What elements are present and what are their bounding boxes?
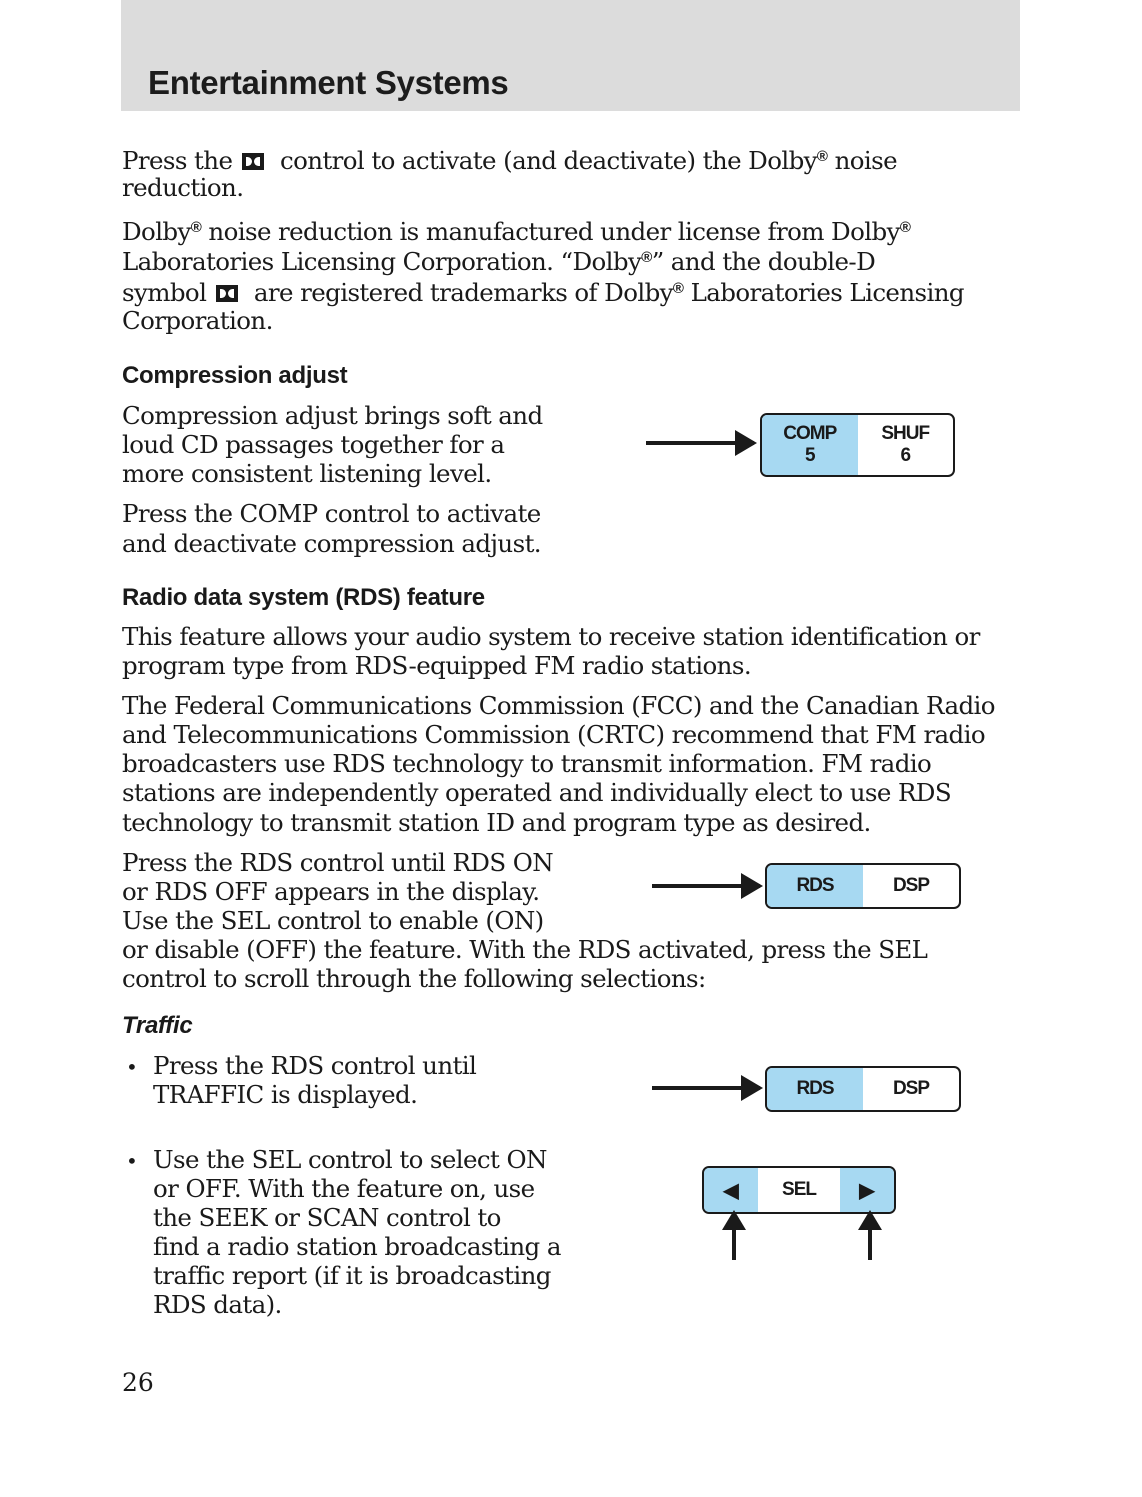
traffic-bullet-2-line: Use the SEL control to select ON [153,1145,547,1174]
pointer-up-arrow-icon [868,1224,872,1260]
traffic-heading: Traffic [122,1012,193,1039]
rds-text-line: program type from RDS-equipped FM radio stations. [122,651,752,680]
traffic-bullet-2-line: the SEEK or SCAN control to [153,1203,501,1232]
compression-text-line: more consistent listening level. [122,459,492,488]
comp-shuf-button[interactable] [760,413,955,477]
rds-text-line: broadcasters use RDS technology to transmit information. FM radio [122,749,932,778]
page-title: Entertainment Systems [148,64,509,101]
bullet-icon: • [126,1149,138,1173]
rds-text-line: Press the RDS control until RDS ON [122,848,554,877]
sel-button[interactable]: SEL [782,1179,816,1200]
rds-button[interactable]: RDS [767,1068,863,1110]
dolby-double-d-icon [242,153,264,170]
sel-control[interactable] [702,1166,896,1214]
traffic-bullet-2-line: RDS data). [153,1290,282,1319]
rds-dsp-button[interactable] [765,863,961,909]
rds-dsp-button[interactable] [765,1066,961,1112]
rds-text-line: and Telecommunications Commission (CRTC) recommend that FM radio [122,720,986,749]
bullet-icon: • [126,1055,138,1079]
shuf-button[interactable]: SHUF 6 [881,423,930,466]
rds-text-line: Use the SEL control to enable (ON) [122,906,544,935]
traffic-bullet-1-line: TRAFFIC is displayed. [153,1080,418,1109]
rds-heading: Radio data system (RDS) feature [122,584,485,611]
compression-text-line: Compression adjust brings soft and [122,401,543,430]
compression-text-line: Press the COMP control to activate [122,499,541,528]
rds-text-line: or RDS OFF appears in the display. [122,877,540,906]
pointer-arrow-icon [646,441,754,445]
dolby-paragraph-1-cont: reduction. [122,173,244,202]
dolby-double-d-icon [216,285,238,302]
dsp-button[interactable]: DSP [892,1078,930,1099]
rds-text-line: This feature allows your audio system to receive station identification or [122,622,980,651]
rds-text-line: stations are independently operated and individually elect to use RDS [122,778,952,807]
dolby-paragraph-2-line-2: Laboratories Licensing Corporation. “Dolby®” and the double-D [122,247,876,276]
pointer-arrow-icon [652,884,760,888]
rds-text-line: control to scroll through the following selections: [122,964,706,993]
comp-button[interactable]: COMP 5 [762,415,858,475]
compression-heading: Compression adjust [122,362,348,389]
dolby-paragraph-1: Press the control to activate (and deactivate) the Dolby® noise [122,146,898,175]
compression-text-line: and deactivate compression adjust. [122,529,541,558]
compression-text-line: loud CD passages together for a [122,430,505,459]
traffic-bullet-2-line: or OFF. With the feature on, use [153,1174,535,1203]
traffic-bullet-2-line: traffic report (if it is broadcasting [153,1261,551,1290]
dolby-paragraph-2-line-3: symbol are registered trademarks of Dolby® Laboratories Licensing [122,278,964,307]
pointer-arrow-icon [652,1086,760,1090]
page-number: 26 [122,1368,154,1397]
rds-text-line: technology to transmit station ID and program type as desired. [122,808,871,837]
traffic-bullet-1-line: Press the RDS control until [153,1051,477,1080]
rds-text-line: The Federal Communications Commission (FCC) and the Canadian Radio [122,691,995,720]
traffic-bullet-2-line: find a radio station broadcasting a [153,1232,561,1261]
pointer-up-arrow-icon [732,1224,736,1260]
dolby-paragraph-2-line-1: Dolby® noise reduction is manufactured under license from Dolby® [122,217,911,246]
seek-right-icon[interactable]: ▶ [840,1168,894,1212]
rds-button[interactable]: RDS [767,865,863,907]
seek-left-icon[interactable]: ◀ [704,1168,758,1212]
dolby-paragraph-2-line-4: Corporation. [122,306,273,335]
dsp-button[interactable]: DSP [892,875,930,896]
rds-text-line: or disable (OFF) the feature. With the RDS activated, press the SEL [122,935,928,964]
